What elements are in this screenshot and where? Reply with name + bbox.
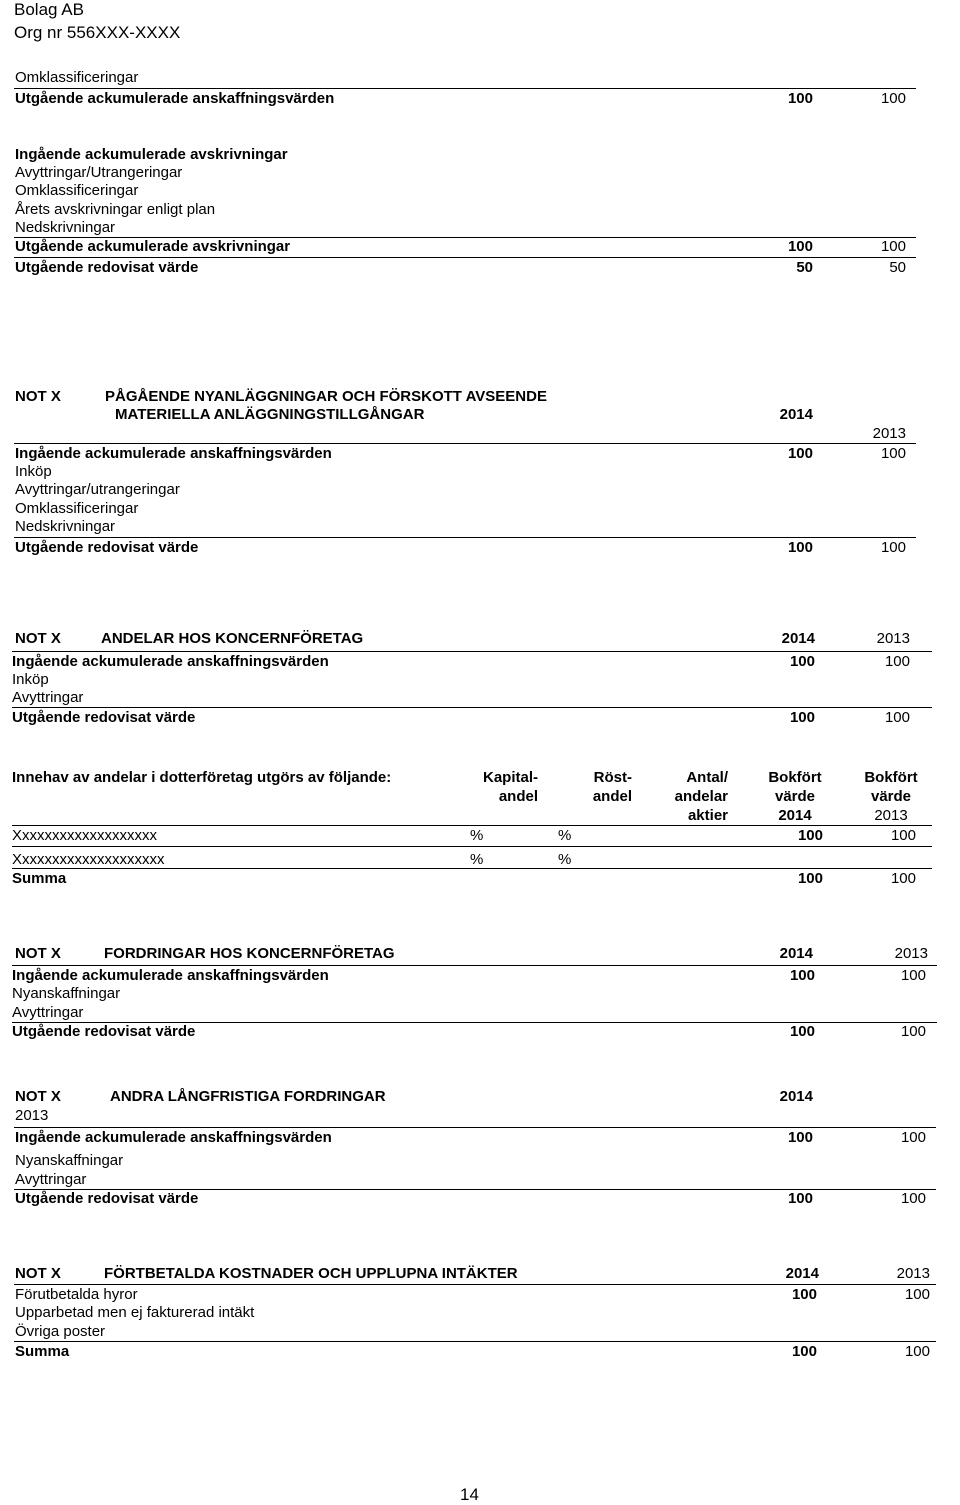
col-header-antal: Antal/	[686, 769, 728, 786]
note-number: NOT X	[15, 1265, 61, 1282]
col-header-rost: andel	[592, 788, 632, 805]
row-label: Ingående ackumulerade anskaffningsvärden	[15, 445, 332, 462]
col-header-bokfort-2013: värde	[870, 788, 912, 805]
row-label: Omklassificeringar	[15, 500, 139, 517]
holding-name: Xxxxxxxxxxxxxxxxxxxx	[12, 851, 165, 868]
row-label: Utgående redovisat värde	[15, 1190, 199, 1207]
row-label: Årets avskrivningar enligt plan	[15, 201, 216, 218]
row-label: Omklassificeringar	[15, 69, 139, 86]
note-title: ANDRA LÅNGFRISTIGA FORDRINGAR	[110, 1088, 386, 1105]
value-2013: 100	[884, 709, 910, 726]
row-label: Utgående redovisat värde	[15, 539, 199, 556]
row-label: Omklassificeringar	[15, 182, 139, 199]
summa-value-2013: 100	[890, 870, 916, 887]
row-label: Ingående ackumulerade anskaffningsvärden	[15, 1129, 332, 1146]
row-label: Summa	[15, 1343, 70, 1360]
row-label: Nedskrivningar	[15, 518, 116, 535]
value-2014: 100	[787, 539, 813, 556]
year-2014: 2014	[781, 630, 815, 647]
holdings-title: Innehav av andelar i dotterföretag utgörs av följande:	[12, 769, 392, 786]
holding-value-2014: 100	[797, 827, 823, 844]
divider	[14, 443, 916, 444]
divider	[12, 965, 937, 966]
value-2014: 100	[791, 1286, 817, 1303]
row-label: Avyttringar	[12, 689, 84, 706]
col-header-bokfort-2014: 2014	[778, 807, 812, 824]
holding-rost: %	[558, 851, 572, 868]
col-header-bokfort-2013: 2013	[874, 807, 908, 824]
value-2014: 50	[796, 259, 813, 276]
value-2014: 100	[789, 967, 815, 984]
divider	[14, 1284, 936, 1285]
col-header-bokfort-2014: Bokfört	[768, 769, 822, 786]
divider	[12, 825, 932, 826]
row-label: Ingående ackumulerade anskaffningsvärden	[12, 653, 329, 670]
value-2014: 100	[787, 90, 813, 107]
col-header-kapital: andel	[498, 788, 538, 805]
year-2014: 2014	[779, 1088, 813, 1105]
value-2014: 100	[787, 1190, 813, 1207]
value-2014: 100	[791, 1343, 817, 1360]
holding-kapital: %	[470, 827, 484, 844]
note-title-line2: MATERIELLA ANLÄGGNINGSTILLGÅNGAR	[115, 406, 425, 423]
col-header-bokfort-2013: Bokfört	[864, 769, 918, 786]
value-2013: 100	[900, 967, 926, 984]
divider	[14, 537, 916, 538]
col-header-antal: aktier	[687, 807, 728, 824]
value-2013: 100	[900, 1190, 926, 1207]
company-name: Bolag AB	[14, 0, 84, 19]
row-label: Utgående redovisat värde	[15, 259, 199, 276]
col-header-antal: andelar	[674, 788, 728, 805]
value-2014: 100	[787, 1129, 813, 1146]
row-label: Övriga poster	[15, 1323, 106, 1340]
summa-value-2014: 100	[797, 870, 823, 887]
value-2014: 100	[789, 1023, 815, 1040]
row-label: Utgående redovisat värde	[12, 1023, 196, 1040]
row-label: Nyanskaffningar	[12, 985, 121, 1002]
org-number: Org nr 556XXX-XXXX	[14, 23, 181, 42]
year-2013: 2013	[872, 425, 906, 442]
row-label: Inköp	[12, 671, 49, 688]
note-title: PÅGÅENDE NYANLÄGGNINGAR OCH FÖRSKOTT AVSEENDE	[105, 388, 547, 405]
holding-rost: %	[558, 827, 572, 844]
col-header-kapital: Kapital-	[482, 769, 538, 786]
year-2013: 2013	[15, 1107, 49, 1124]
note-number: NOT X	[15, 1088, 61, 1105]
value-2014: 100	[789, 709, 815, 726]
value-2013: 100	[880, 539, 906, 556]
divider	[12, 846, 932, 847]
value-2013: 100	[880, 238, 906, 255]
holding-value-2013: 100	[890, 827, 916, 844]
divider	[12, 651, 932, 652]
holding-name: Xxxxxxxxxxxxxxxxxxx	[12, 827, 158, 844]
divider	[14, 1341, 936, 1342]
value-2013: 50	[889, 259, 906, 276]
value-2013: 100	[904, 1343, 930, 1360]
divider	[12, 868, 932, 869]
row-label: Utgående ackumulerade avskrivningar	[15, 238, 291, 255]
col-header-bokfort-2014: värde	[774, 788, 816, 805]
row-label: Förutbetalda hyror	[15, 1286, 138, 1303]
row-label: Inköp	[15, 463, 52, 480]
holding-kapital: %	[470, 851, 484, 868]
row-label: Utgående redovisat värde	[12, 709, 196, 726]
note-title: ANDELAR HOS KONCERNFÖRETAG	[101, 630, 364, 647]
note-number: NOT X	[15, 630, 61, 647]
note-title: FÖRTBETALDA KOSTNADER OCH UPPLUPNA INTÄKTER	[104, 1265, 518, 1282]
row-label: Avyttringar/Utrangeringar	[15, 164, 183, 181]
value-2013: 100	[900, 1023, 926, 1040]
divider	[12, 707, 932, 708]
row-label: Nyanskaffningar	[15, 1152, 124, 1169]
value-2014: 100	[789, 653, 815, 670]
note-number: NOT X	[15, 388, 61, 405]
value-2014: 100	[787, 445, 813, 462]
divider	[14, 257, 916, 258]
row-label: Ingående ackumulerade avskrivningar	[15, 146, 288, 163]
row-label: Utgående ackumulerade anskaffningsvärden	[15, 90, 335, 107]
year-2013: 2013	[896, 1265, 930, 1282]
year-2014: 2014	[785, 1265, 819, 1282]
note-title: FORDRINGAR HOS KONCERNFÖRETAG	[104, 945, 395, 962]
row-label: Upparbetad men ej fakturerad intäkt	[15, 1304, 255, 1321]
col-header-rost: Röst-	[593, 769, 632, 786]
row-label: Nedskrivningar	[15, 219, 116, 236]
row-label: Avyttringar	[12, 1004, 84, 1021]
year-2014: 2014	[779, 945, 813, 962]
year-2013: 2013	[894, 945, 928, 962]
year-2013: 2013	[876, 630, 910, 647]
value-2013: 100	[880, 90, 906, 107]
value-2013: 100	[900, 1129, 926, 1146]
summa-label: Summa	[12, 870, 67, 887]
value-2014: 100	[787, 238, 813, 255]
year-2014: 2014	[779, 406, 813, 423]
row-label: Avyttringar	[15, 1171, 87, 1188]
divider	[14, 1127, 936, 1128]
row-label: Avyttringar/utrangeringar	[15, 481, 180, 498]
value-2013: 100	[884, 653, 910, 670]
value-2013: 100	[880, 445, 906, 462]
divider	[14, 88, 916, 89]
note-number: NOT X	[15, 945, 61, 962]
row-label: Ingående ackumulerade anskaffningsvärden	[12, 967, 329, 984]
value-2013: 100	[904, 1286, 930, 1303]
page-number: 14	[460, 1485, 479, 1504]
